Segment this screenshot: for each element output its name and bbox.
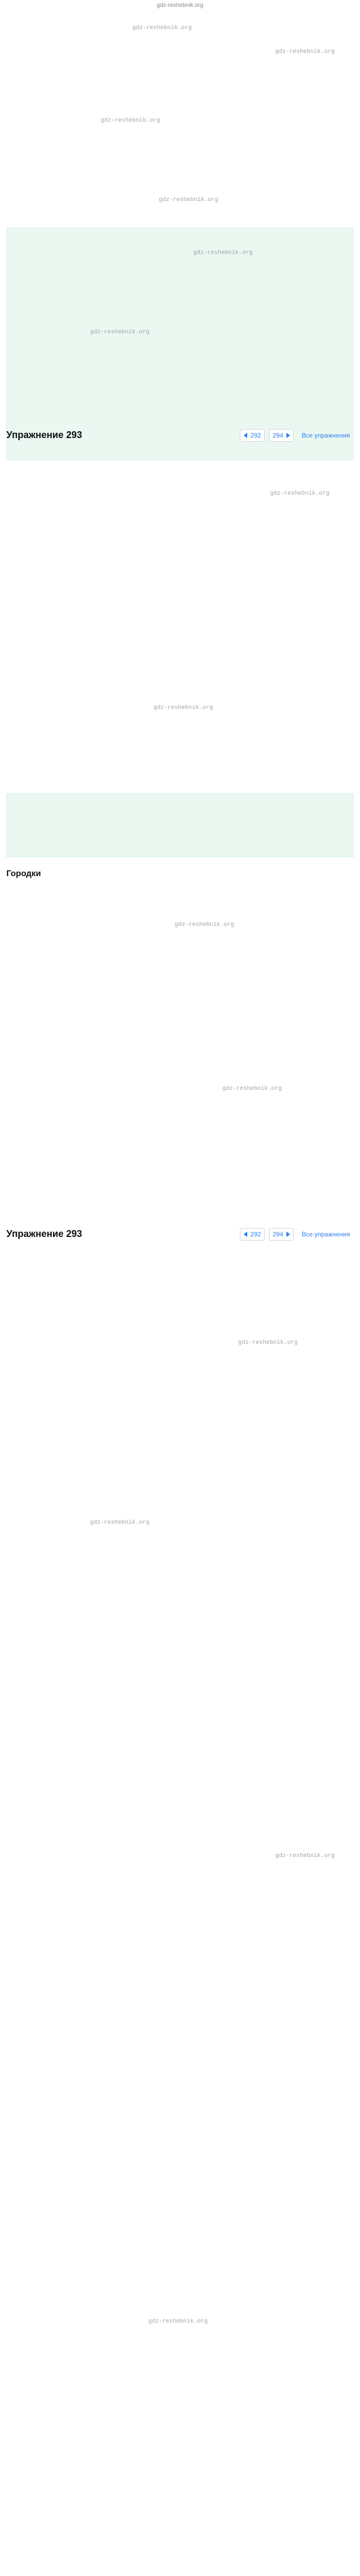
watermark: gdz-reshebnik.org [90,329,150,335]
chevron-right-icon [286,433,290,438]
middle-text-block [6,455,354,772]
next-exercise-button[interactable] [269,429,294,442]
nav-controls [240,1228,354,1241]
watermark: gdz-reshebnik.org [148,2318,208,2325]
next-label: 294 [272,1231,283,1238]
exercise-navigation [6,429,354,442]
watermark: gdz-reshebnik.org [90,1519,150,1526]
nav-controls [240,429,354,442]
exercise-title: Упражнение 293 [6,430,83,441]
watermark: gdz-reshebnik.org [275,49,335,55]
next-label: 294 [272,432,283,439]
prev-exercise-button[interactable] [240,1228,265,1241]
gorodki-text-block [6,884,354,1180]
exercise-navigation [6,1227,354,1241]
prev-exercise-button[interactable] [240,429,265,442]
chevron-left-icon [244,1232,247,1237]
chevron-right-icon [286,1232,290,1237]
top-text-block [6,10,354,12]
watermark: gdz-reshebnik.org [132,25,192,31]
site-header [0,0,360,10]
watermark: gdz-reshebnik.org [238,1340,298,1346]
watermark: gdz-reshebnik.org [175,922,235,928]
watermark: gdz-reshebnik.org [193,250,253,256]
watermark: gdz-reshebnik.org [270,490,330,497]
answer-highlight [6,227,354,460]
exercise-title: Упражнение 293 [6,1228,83,1240]
all-exercises-link[interactable]: Все упражнения [301,431,350,439]
section-title: Городки [6,869,41,878]
watermark: gdz-reshebnik.org [101,117,160,124]
answer-highlight [6,794,354,857]
prev-label: 292 [250,432,261,439]
watermark: gdz-reshebnik.org [154,705,213,711]
chevron-left-icon [244,433,247,438]
next-exercise-button[interactable] [269,1228,294,1241]
site-link[interactable]: gdz-reshebnik.org [156,2,204,8]
watermark: gdz-reshebnik.org [222,1086,282,1092]
prev-label: 292 [250,1231,261,1238]
watermark: gdz-reshebnik.org [275,1853,335,1859]
all-exercises-link[interactable]: Все упражнения [301,1230,350,1238]
watermark: gdz-reshebnik.org [159,197,219,203]
lower-text-block [6,1254,354,2550]
